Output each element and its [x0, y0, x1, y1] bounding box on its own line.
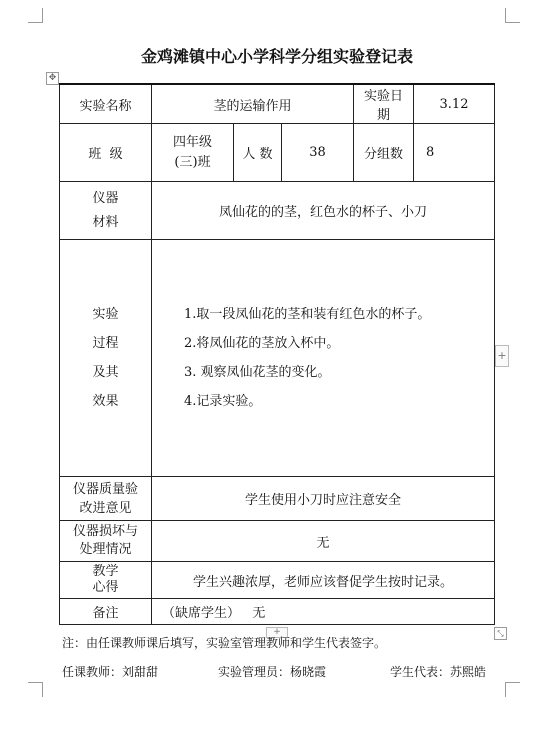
process-steps[interactable] — [152, 240, 495, 477]
quality-value[interactable]: 学生使用小刀时应注意安全 — [152, 477, 495, 521]
table-row — [60, 182, 495, 240]
table-row — [60, 84, 495, 124]
materials-label-line2: 材料 — [92, 214, 119, 230]
materials-label — [60, 182, 152, 240]
footer-note: 注：由任课教师课后填写，实验室管理教师和学生代表签字。 — [62, 636, 387, 650]
damage-label-line2: 处理情况 — [79, 542, 132, 557]
experiment-record-table — [59, 83, 495, 625]
process-label-line: 及其 — [92, 365, 119, 380]
group-count-value[interactable]: 8 — [414, 124, 495, 182]
student-signature: 学生代表：苏熙皓 — [390, 665, 487, 679]
process-step: 1.取一段凤仙花的茎和装有红色水的杯子。 — [184, 307, 431, 322]
process-label-line: 实验 — [92, 307, 119, 322]
damage-label-line1: 仪器损坏与 — [72, 524, 138, 539]
experiment-name-value[interactable]: 茎的运输作用 — [152, 84, 354, 124]
table-row — [60, 521, 495, 562]
materials-value[interactable]: 凤仙花的的茎，红色水的杯子、小刀 — [152, 182, 495, 240]
remarks-label: 备注 — [60, 599, 152, 625]
experiment-date-value[interactable]: 3.12 — [414, 84, 495, 124]
manager-signature: 实验管理员：杨晓霞 — [218, 665, 327, 679]
table-row — [60, 124, 495, 182]
reflection-value[interactable]: 学生兴趣浓厚，老师应该督促学生按时记录。 — [152, 562, 495, 599]
table-move-handle-icon[interactable]: ✥ — [46, 72, 59, 85]
reflection-label — [60, 562, 152, 599]
table-row — [60, 477, 495, 521]
class-value[interactable] — [152, 124, 234, 182]
teacher-signature: 任课教师：刘甜甜 — [62, 665, 159, 679]
add-row-plus-icon[interactable]: + — [266, 627, 288, 638]
damage-label — [60, 521, 152, 562]
table-row — [60, 562, 495, 599]
experiment-date-label: 实验日期 — [354, 84, 414, 124]
process-label — [60, 240, 152, 477]
student-count-value[interactable]: 38 — [282, 124, 354, 182]
experiment-name-label: 实验名称 — [60, 84, 152, 124]
quality-label-line2: 改进意见 — [79, 500, 132, 516]
quality-label — [60, 477, 152, 521]
class-value-section: (三)班 — [174, 154, 211, 170]
page-corner-mark — [505, 682, 520, 697]
materials-label-line1: 仪器 — [92, 190, 119, 206]
page-corner-mark — [505, 8, 520, 23]
class-value-grade: 四年级 — [172, 134, 212, 150]
table-row — [60, 240, 495, 477]
reflection-label-line1: 教学 — [92, 564, 119, 579]
page-corner-mark — [28, 8, 43, 23]
student-count-label: 人 数 — [234, 124, 282, 182]
document-title: 金鸡滩镇中心小学科学分组实验登记表 — [140, 47, 413, 66]
group-count-label: 分组数 — [354, 124, 414, 182]
quality-label-line1: 仪器质量验 — [72, 481, 138, 497]
table-row — [60, 599, 495, 625]
table-resize-handle-icon[interactable]: ⤡ — [494, 627, 507, 640]
process-step: 2.将凤仙花的茎放入杯中。 — [184, 336, 340, 351]
remarks-value[interactable]: （缺席学生） 无 — [152, 599, 495, 625]
process-label-line: 过程 — [92, 336, 119, 351]
class-label: 班 级 — [60, 124, 152, 182]
process-label-line: 效果 — [92, 394, 119, 409]
add-column-plus-icon[interactable]: + — [495, 345, 509, 367]
page-corner-mark — [28, 682, 43, 697]
process-step: 4.记录实验。 — [184, 394, 262, 409]
process-step: 3. 观察凤仙花茎的变化。 — [184, 365, 331, 380]
reflection-label-line2: 心得 — [92, 580, 119, 595]
damage-value[interactable]: 无 — [152, 521, 495, 562]
